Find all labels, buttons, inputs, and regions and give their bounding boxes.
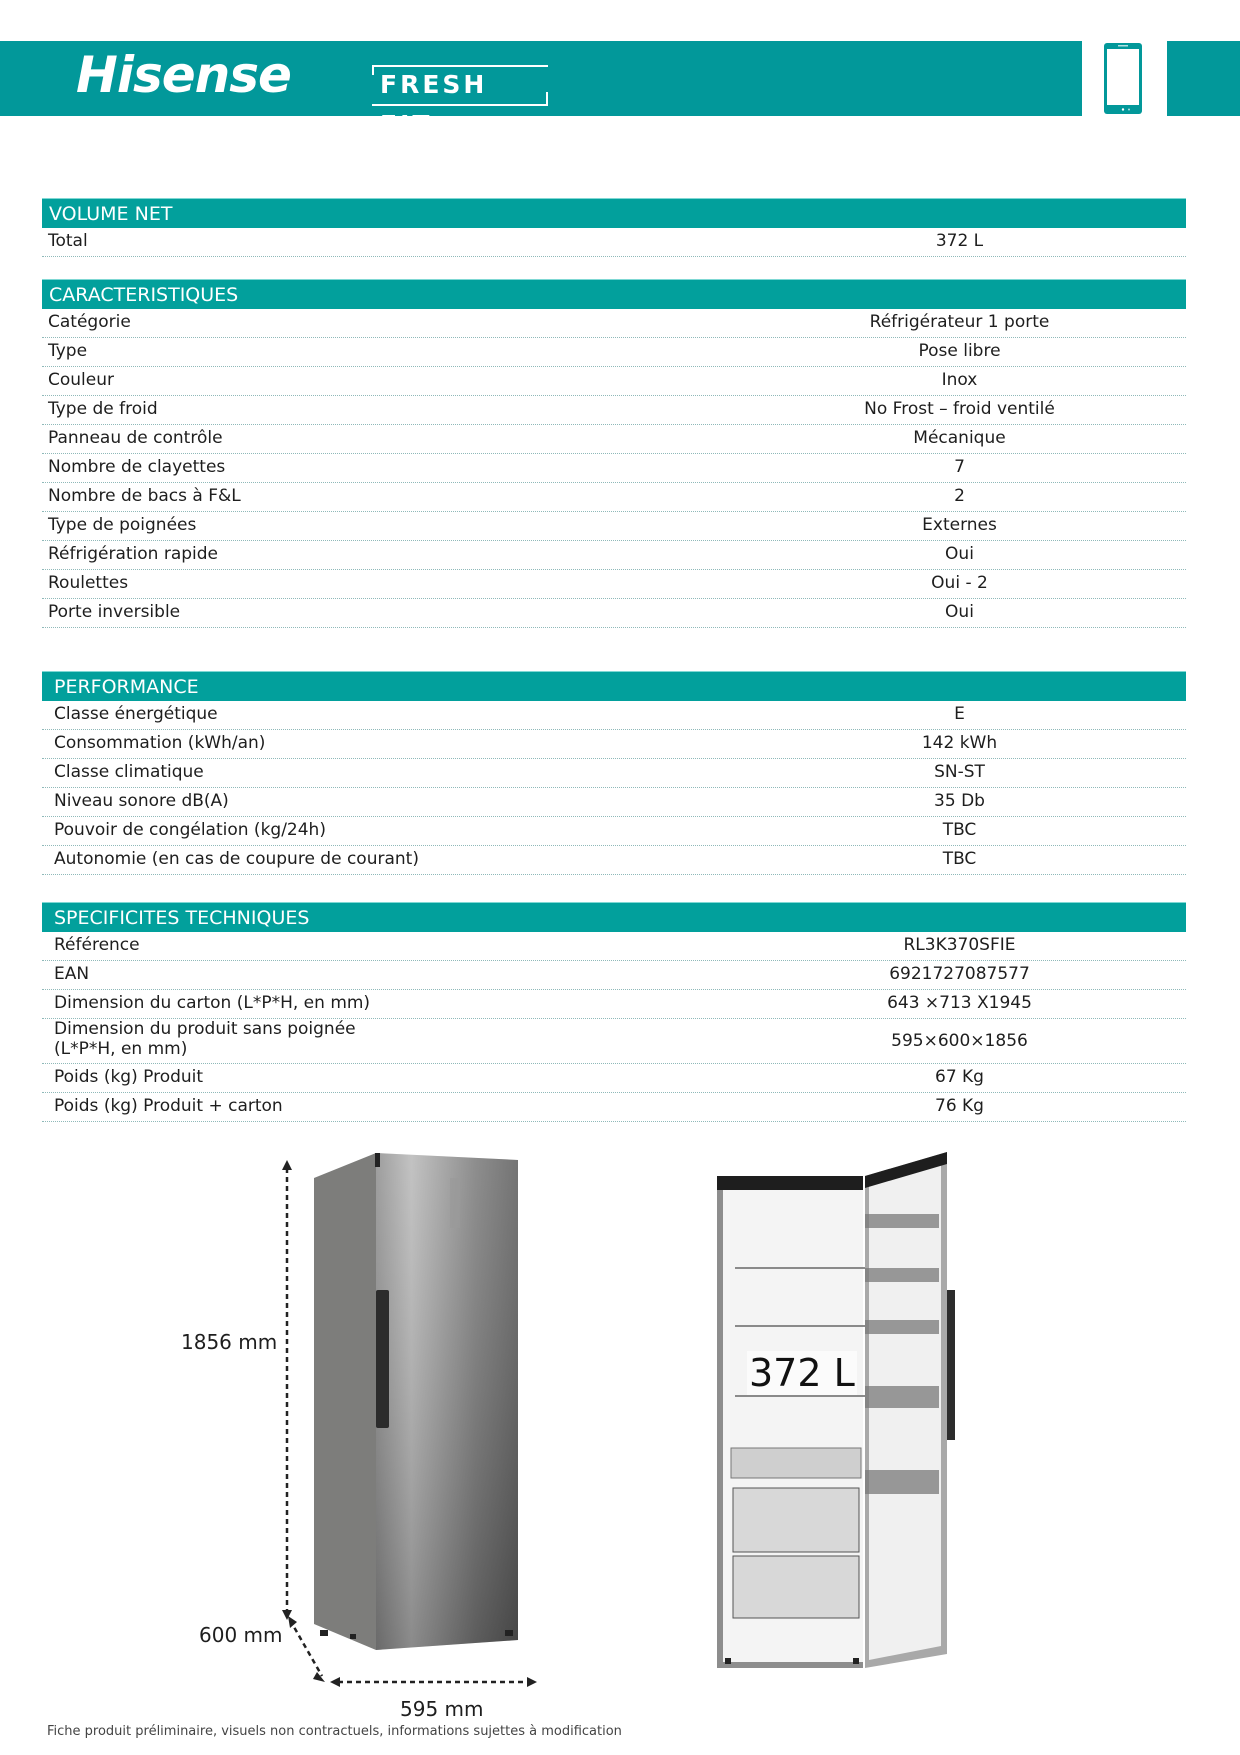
spec-value: Oui [945, 544, 974, 564]
spec-value: Oui - 2 [931, 573, 988, 593]
spec-label: Type de froid [48, 399, 158, 419]
spec-value: Pose libre [918, 341, 1001, 361]
spec-value: No Frost – froid ventilé [864, 399, 1055, 419]
spec-label: Autonomie (en cas de coupure de courant) [54, 849, 419, 869]
spec-label: Porte inversible [48, 602, 181, 622]
spec-label: Catégorie [48, 312, 131, 332]
spec-label: Poids (kg) Produit [54, 1067, 204, 1087]
spec-label: Classe climatique [54, 762, 204, 782]
spec-label: Référence [54, 935, 140, 955]
spec-label: Total [48, 231, 88, 251]
spec-label: Type de poignées [48, 515, 197, 535]
section-title: CARACTERISTIQUES [42, 279, 1186, 309]
spec-value: 142 kWh [921, 733, 998, 753]
spec-label: Poids (kg) Produit + carton [54, 1096, 283, 1116]
volume-overlay-label: 372 L [749, 1351, 855, 1395]
spec-label: Couleur [48, 370, 114, 390]
brand-logo: Hisense [76, 46, 291, 104]
depth-dimension-label: 600 mm [199, 1623, 283, 1647]
spec-label: Type [48, 341, 88, 361]
fridge-open-image [715, 1140, 955, 1680]
spec-value: 2 [954, 486, 965, 506]
spec-value: SN-ST [934, 762, 985, 782]
spec-value: 76 Kg [935, 1096, 984, 1116]
spec-value: Mécanique [913, 428, 1006, 448]
spec-label: Dimension du carton (L*P*H, en mm) [54, 993, 371, 1013]
spec-label: Panneau de contrôle [48, 428, 223, 448]
spec-value: TBC [942, 820, 977, 840]
spec-label: Niveau sonore dB(A) [54, 791, 229, 811]
spec-value: 643 ×713 X1945 [887, 993, 1032, 1013]
spec-value: TBC [942, 849, 977, 869]
spec-label: Nombre de clayettes [48, 457, 226, 477]
height-dimension-label: 1856 mm [181, 1330, 278, 1354]
spec-label: Pouvoir de congélation (kg/24h) [54, 820, 326, 840]
disclaimer-note: Fiche produit préliminaire, visuels non contractuels, informations sujettes à modification [47, 1724, 622, 1739]
width-dimension-label: 595 mm [400, 1697, 484, 1721]
spec-label: Consommation (kWh/an) [54, 733, 266, 753]
product-line-label: FRESH FIT [380, 70, 488, 139]
spec-value: 6921727087577 [889, 964, 1030, 984]
section-title: SPECIFICITES TECHNIQUES [42, 902, 1186, 932]
fridge-closed-image [310, 1150, 530, 1660]
spec-value: 595×600×1856 [891, 1031, 1028, 1051]
spec-label: Classe énergétique [54, 704, 218, 724]
spec-value: 35 Db [934, 791, 985, 811]
spec-value: 372 L [935, 231, 984, 251]
spec-value: 67 Kg [935, 1067, 984, 1087]
spec-value: 7 [954, 457, 965, 477]
spec-value: Externes [922, 515, 997, 535]
spec-value: Oui [945, 602, 974, 622]
spec-value: RL3K370SFIE [903, 935, 1016, 955]
spec-value: E [954, 704, 965, 724]
section-title: PERFORMANCE [42, 671, 1186, 701]
spec-value: Inox [941, 370, 978, 390]
spec-label: Nombre de bacs à F&L [48, 486, 241, 506]
spec-label: Dimension du produit sans poignée (L*P*H, en mm) [54, 1019, 356, 1059]
spec-label: Roulettes [48, 573, 129, 593]
spec-label: EAN [54, 964, 90, 984]
spec-label: Réfrigération rapide [48, 544, 218, 564]
section-title: VOLUME NET [42, 198, 1186, 228]
spec-value: Réfrigérateur 1 porte [869, 312, 1050, 332]
